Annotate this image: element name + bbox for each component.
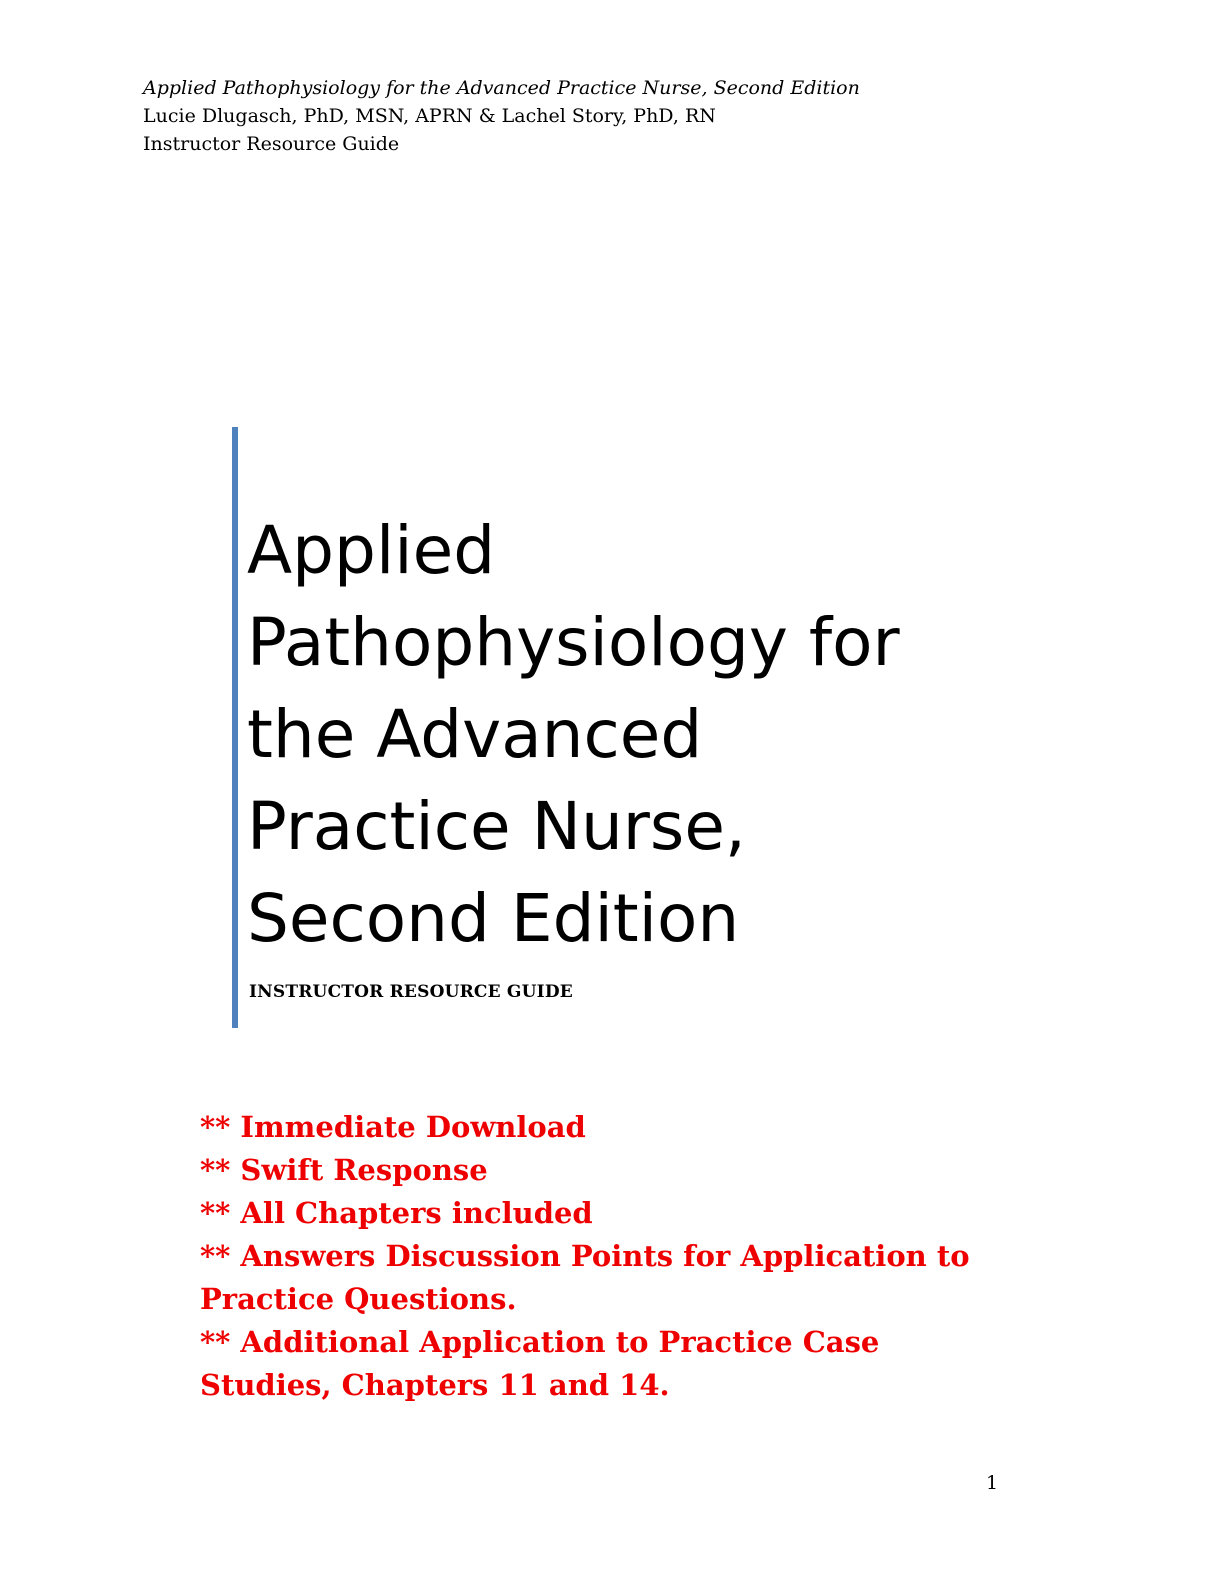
cover-title-line: Second Edition [247,880,740,957]
feature-line: ** Additional Application to Practice Case [200,1325,880,1359]
header-book-title: Applied Pathophysiology for the Advanced Practice Nurse, Second Edition [143,77,860,99]
feature-line: ** All Chapters included [200,1196,593,1230]
cover-title-line: Pathophysiology for [247,604,900,681]
cover-subtitle: INSTRUCTOR RESOURCE GUIDE [249,982,573,1002]
cover-title-line: Practice Nurse, [247,788,746,865]
feature-line: Practice Questions. [200,1282,517,1316]
feature-line: ** Answers Discussion Points for Application to [200,1239,970,1273]
feature-item [200,1106,1100,1149]
feature-item [200,1235,1100,1321]
feature-item [200,1149,1100,1192]
feature-line: Studies, Chapters 11 and 14. [200,1368,670,1402]
cover-accent-rule [232,427,238,1028]
running-header [143,74,1143,158]
cover-title-line: the Advanced [247,696,703,773]
feature-item [200,1321,1100,1407]
header-guide-label: Instructor Resource Guide [143,133,400,155]
feature-line: ** Swift Response [200,1153,488,1187]
feature-list [200,1106,1100,1407]
cover-title [247,505,1147,965]
feature-item [200,1192,1100,1235]
header-authors: Lucie Dlugasch, PhD, MSN, APRN & Lachel Story, PhD, RN [143,105,716,127]
cover-title-line: Applied [247,512,496,589]
feature-line: ** Immediate Download [200,1110,586,1144]
page-number: 1 [986,1472,999,1494]
